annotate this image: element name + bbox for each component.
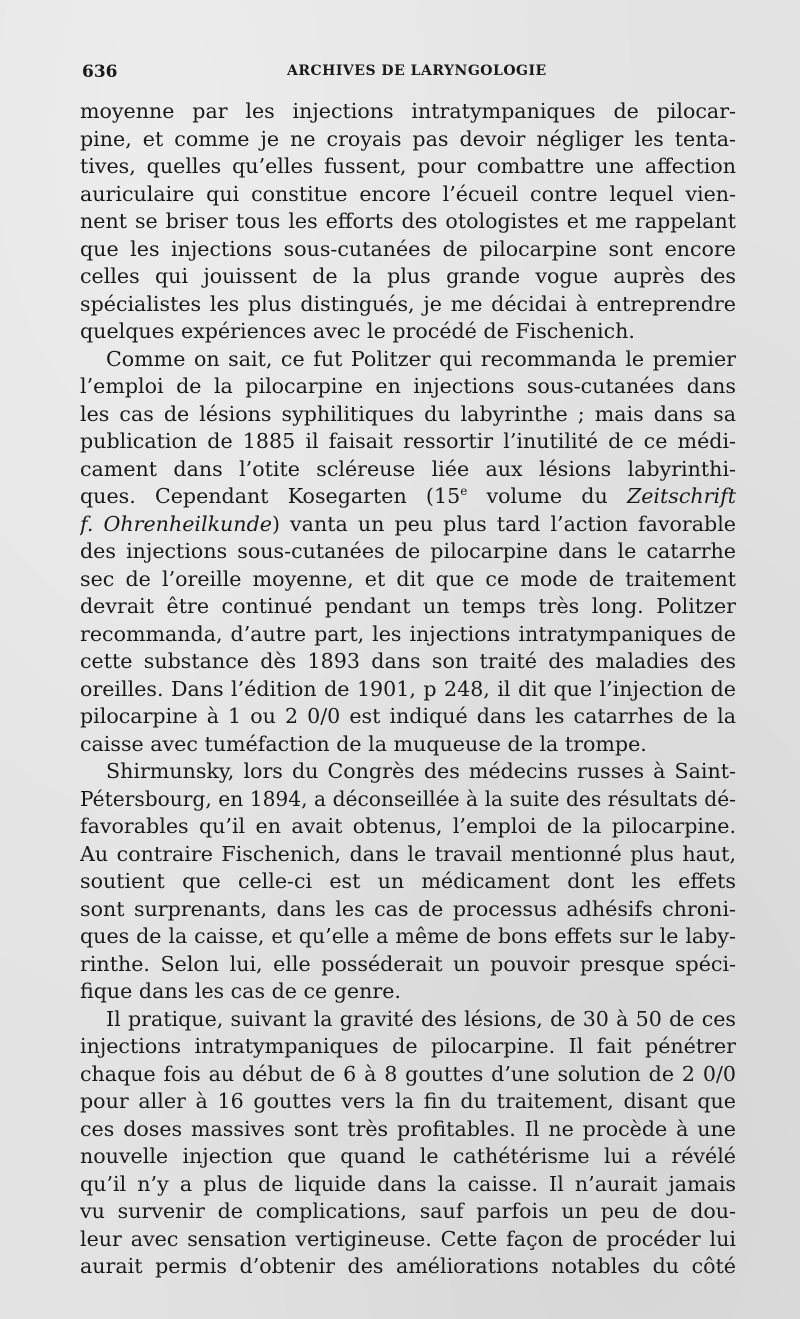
text-line: moyenne par les injections intratympaniques de pilocar- — [80, 99, 736, 123]
text-line: sec de l’oreille moyenne, et dit que ce mode de traitement — [80, 566, 736, 591]
running-title: ARCHIVES DE LARYNGOLOGIE — [287, 63, 547, 79]
text-line: cette substance dès 1893 dans son traité des maladies des — [80, 649, 736, 673]
text-line: celles qui jouissent de la plus grande vogue auprès des — [80, 264, 736, 288]
text-line: leur avec sensation vertigineuse. Cette façon de procéder lui — [80, 1226, 736, 1251]
text-line: oreilles. Dans l’édition de 1901, p 248, il dit que l’injection de — [80, 676, 736, 701]
page-number: 636 — [82, 62, 118, 82]
text-line: l’emploi de la pilocarpine en injections sous-cutanées dans — [80, 374, 736, 398]
text-line: des injections sous-cutanées de pilocarpine dans le catarrhe — [80, 539, 736, 563]
text-line: nent se briser tous les efforts des otologistes et me rappelant — [80, 209, 736, 233]
text-line: caisse avec tuméfaction de la muqueuse de la trompe. — [80, 731, 647, 756]
body-text — [80, 98, 736, 1281]
paragraph-start: Comme on sait, ce fut Politzer qui recommanda le premier — [106, 346, 736, 371]
paragraph-start: Shirmunsky, lors du Congrès des médecins russes à Saint- — [106, 759, 736, 783]
page-header — [82, 62, 730, 84]
text-line: f. Ohrenheilkunde) vanta un peu plus tard l’action favorable — [80, 511, 736, 536]
text-line: pilocarpine à 1 ou 2 0/0 est indiqué dans les catarrhes de la — [80, 704, 736, 728]
text-line: que les injections sous-cutanées de pilocarpine sont encore — [80, 236, 736, 261]
text-line: publication de 1885 il faisait ressortir l’inutilité de ce médi- — [80, 429, 736, 453]
text-line: Pétersbourg, en 1894, a déconseillée à la suite des résultats dé- — [80, 786, 736, 811]
text-line: injections intratympaniques de pilocarpine. Il fait pénétrer — [80, 1034, 736, 1058]
text-line: favorables qu’il en avait obtenus, l’emploi de la pilocarpine. — [80, 814, 736, 838]
text-line: les cas de lésions syphilitiques du labyrinthe ; mais dans sa — [80, 401, 736, 426]
text-line: aurait permis d’obtenir des améliorations notables du côté — [80, 1254, 736, 1278]
paragraph-start: Il pratique, suivant la gravité des lésions, de 30 à 50 de ces — [106, 1006, 736, 1031]
text-line: sont surprenants, dans les cas de processus adhésifs chroni- — [80, 896, 736, 921]
text-line: auriculaire qui constitue encore l’écueil contre lequel vien- — [80, 181, 736, 206]
text-line: pine, et comme je ne croyais pas devoir négliger les tenta- — [80, 126, 736, 151]
text-line: soutient que celle-ci est un médicament dont les effets — [80, 869, 736, 893]
text-line: fique dans les cas de ce genre. — [80, 979, 401, 1003]
text-line: vu survenir de complications, sauf parfois un peu de dou- — [80, 1199, 736, 1223]
text-line: tives, quelles qu’elles fussent, pour combattre une affection — [80, 154, 736, 178]
text-line: chaque fois au début de 6 à 8 gouttes d’une solution de 2 0/0 — [80, 1061, 736, 1086]
text-line: spécialistes les plus distingués, je me décidai à entreprendre — [80, 291, 736, 316]
text-line: quelques expériences avec le procédé de Fischenich. — [80, 319, 635, 343]
text-line: qu’il n’y a plus de liquide dans la caisse. Il n’aurait jamais — [80, 1171, 736, 1196]
text-line: nouvelle injection que quand le cathétérisme lui a révélé — [80, 1144, 736, 1168]
text-line: pour aller à 16 gouttes vers la fin du traitement, disant que — [80, 1089, 736, 1113]
text-line: rinthe. Selon lui, elle posséderait un pouvoir presque spéci- — [80, 951, 736, 976]
text-line: cament dans l’otite scléreuse liée aux lésions labyrinthi- — [80, 456, 736, 481]
text-line: Au contraire Fischenich, dans le travail mentionné plus haut, — [80, 841, 736, 866]
text-line: devrait être continué pendant un temps très long. Politzer — [80, 594, 736, 618]
text-line: ques de la caisse, et qu’elle a même de bons effets sur le laby- — [80, 924, 736, 948]
text-line: recommanda, d’autre part, les injections intratympaniques de — [80, 621, 736, 646]
text-line: ces doses massives sont très profitables. Il ne procède à une — [80, 1116, 736, 1141]
text-line: ques. Cependant Kosegarten (15e volume du Zeitschrift — [80, 484, 736, 508]
